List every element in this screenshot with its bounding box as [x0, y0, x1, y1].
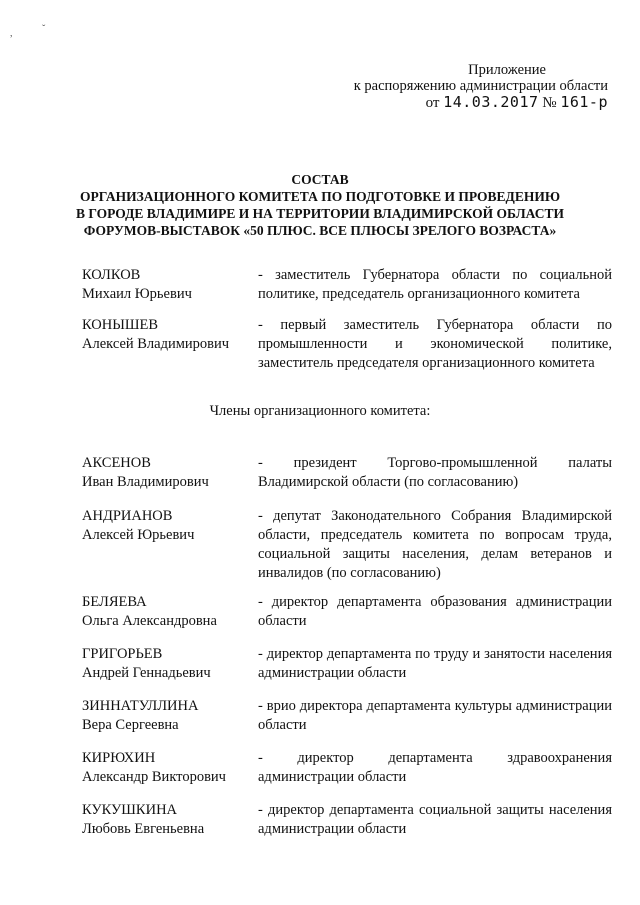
title-line-3: В ГОРОДЕ ВЛАДИМИРЕ И НА ТЕРРИТОРИИ ВЛАДИМИРСКОЙ ОБЛАСТИ [75, 206, 564, 221]
annex-date-prefix: от [425, 95, 440, 111]
person-role: - депутат Законодательного Собрания Владимирской области, председатель комитета по вопросам труда, социальной защиты населения, делам ветеранов и инвалидов (по согласованию) [258, 508, 612, 581]
person-name [82, 749, 252, 787]
person-surname: ГРИГОРЬЕВ [82, 646, 163, 662]
person-surname: АНДРИАНОВ [82, 508, 173, 524]
scan-speck: ˇ [42, 24, 46, 35]
annex-header [354, 62, 608, 111]
person-name [82, 266, 252, 304]
person-role: - заместитель Губернатора области по социальной политике, председатель организационного комитета [258, 267, 612, 302]
person-name [82, 316, 252, 354]
person-role: - президент Торгово-промышленной палаты Владимирской области (по согласованию) [258, 455, 612, 490]
person-given-name: Любовь Евгеньевна [82, 821, 205, 837]
annex-reference: к распоряжению администрации области [353, 78, 608, 94]
person-name [82, 454, 252, 492]
annex-date: 14.03.2017 [443, 93, 539, 111]
person-given-name: Алексей Юрьевич [82, 527, 195, 543]
person-surname: КОНЫШЕВ [82, 317, 159, 333]
document-title [0, 171, 640, 239]
person-surname: БЕЛЯЕВА [82, 594, 147, 610]
person-surname: КУКУШКИНА [82, 802, 178, 818]
person-given-name: Александр Викторович [82, 769, 226, 785]
annex-number: 161-р [560, 93, 608, 111]
annex-label: Приложение [468, 62, 546, 78]
annex-number-sign: № [542, 95, 557, 111]
scan-speck: , [10, 28, 13, 39]
person-given-name: Михаил Юрьевич [82, 286, 192, 302]
title-line-4: ФОРУМОВ-ВЫСТАВОК «50 ПЛЮС. ВСЕ ПЛЮСЫ ЗРЕЛОГО ВОЗРАСТА» [83, 223, 557, 238]
title-line-1: СОСТАВ [291, 172, 349, 187]
person-given-name: Ольга Александровна [82, 613, 217, 629]
person-given-name: Алексей Владимирович [82, 336, 230, 352]
person-surname: ЗИННАТУЛЛИНА [82, 698, 199, 714]
person-given-name: Вера Сергеевна [82, 717, 179, 733]
person-role: - врио директора департамента культуры администрации области [258, 698, 612, 733]
person-surname: КИРЮХИН [82, 750, 156, 766]
person-name [82, 593, 252, 631]
person-name [82, 801, 252, 839]
person-name [82, 697, 252, 735]
person-given-name: Андрей Геннадьевич [82, 665, 211, 681]
members-heading: Члены организационного комитета: [209, 403, 431, 419]
person-given-name: Иван Владимирович [82, 474, 209, 490]
person-role: - директор департамента образования администрации области [258, 594, 612, 629]
person-surname: АКСЕНОВ [82, 455, 151, 471]
person-role: - директор департамента здравоохранения администрации области [258, 750, 612, 785]
person-name [82, 507, 252, 545]
title-line-2: ОРГАНИЗАЦИОННОГО КОМИТЕТА ПО ПОДГОТОВКЕ И ПРОВЕДЕНИЮ [79, 189, 561, 204]
person-name [82, 645, 252, 683]
person-role: - первый заместитель Губернатора области по промышленности и экономической политике, заместитель председателя организационного комитета [258, 317, 612, 371]
person-surname: КОЛКОВ [82, 267, 141, 283]
person-role: - директор департамента по труду и занятости населения администрации области [258, 646, 612, 681]
annex-date-line [354, 94, 608, 111]
person-role: - директор департамента социальной защиты населения администрации области [258, 802, 612, 837]
